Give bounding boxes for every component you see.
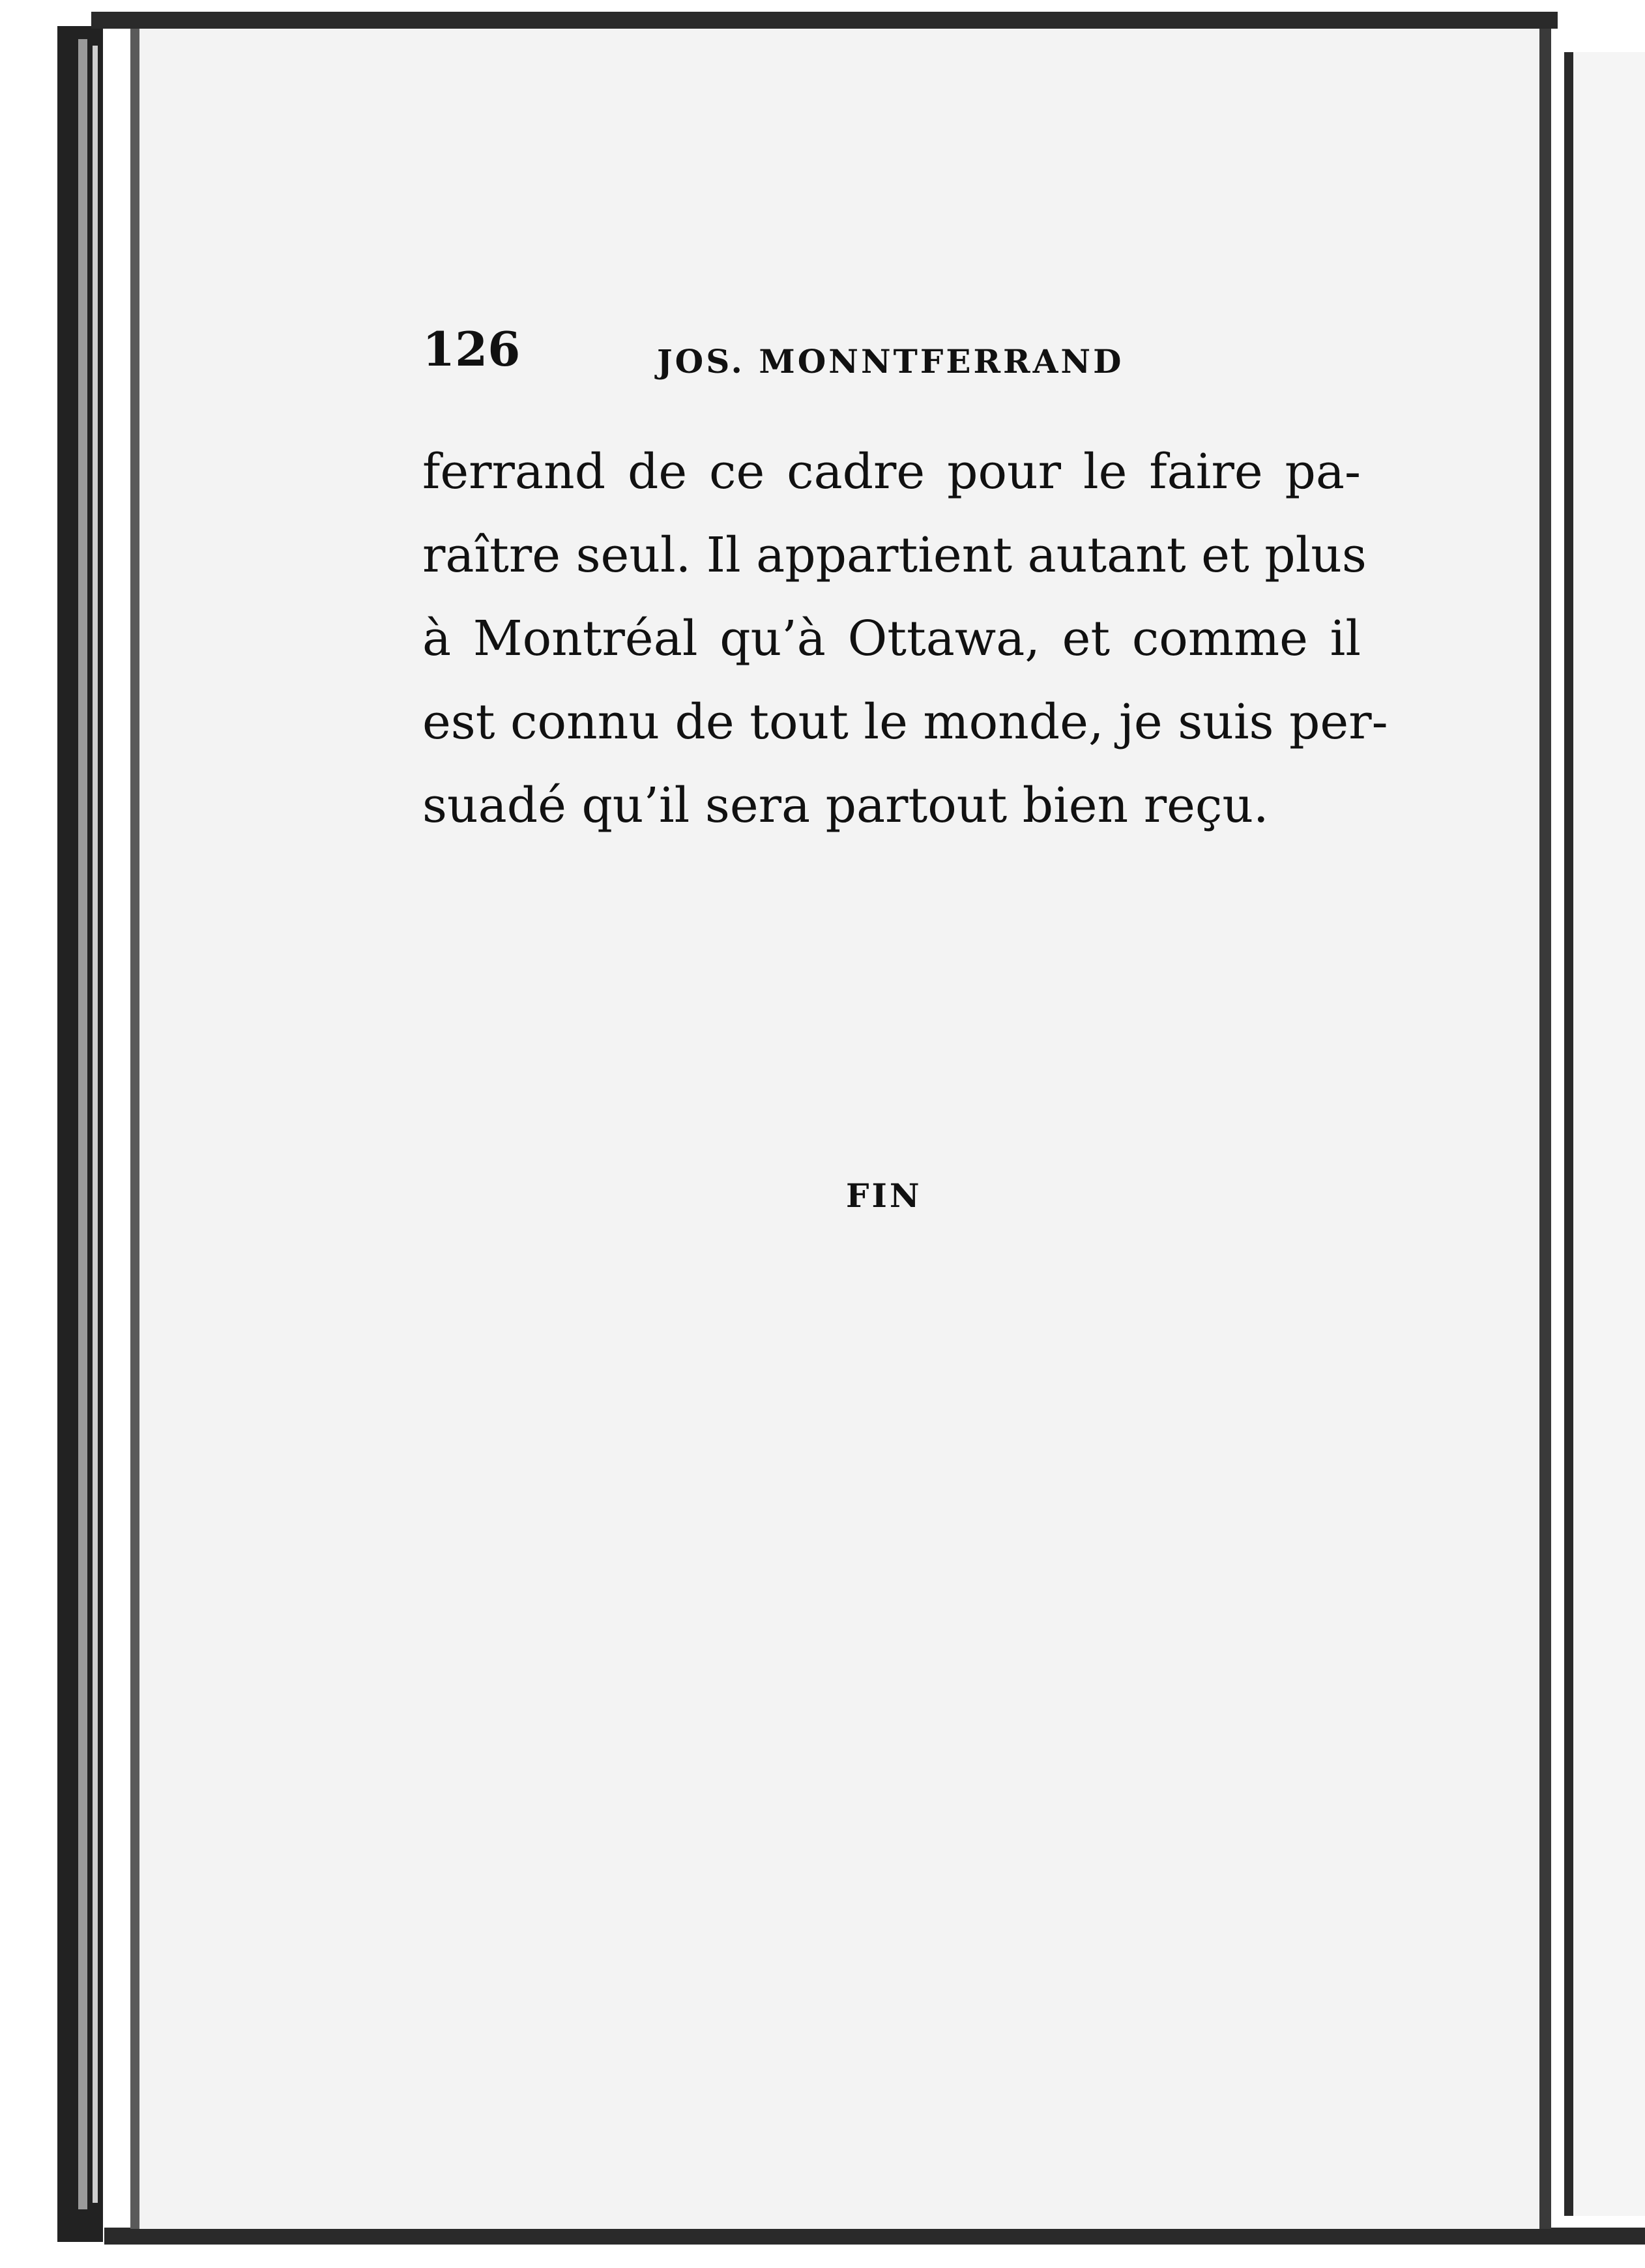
binding-stripe <box>78 39 87 2209</box>
text-line: suadé qu’il sera partout bien reçu. <box>422 778 1269 834</box>
text-line: raître seul. Il appartient autant et plus <box>422 527 1367 583</box>
facing-page-edge <box>1564 52 1645 2216</box>
body-paragraph <box>422 430 1388 847</box>
end-mark: FIN <box>846 1176 922 1215</box>
binding-stripe <box>93 46 98 2203</box>
page-top-edge <box>91 12 1558 29</box>
text-line: est connu de tout le monde, je suis per- <box>422 694 1388 750</box>
text-line: à Montréal qu’à Ottawa, et comme il <box>422 611 1361 667</box>
page-bottom-edge <box>104 2228 1645 2245</box>
running-head: JOS. MONNTFERRAND <box>657 342 1124 381</box>
text-line: ferrand de ce cadre pour le faire pa- <box>422 444 1361 500</box>
page-number: 126 <box>422 321 521 377</box>
